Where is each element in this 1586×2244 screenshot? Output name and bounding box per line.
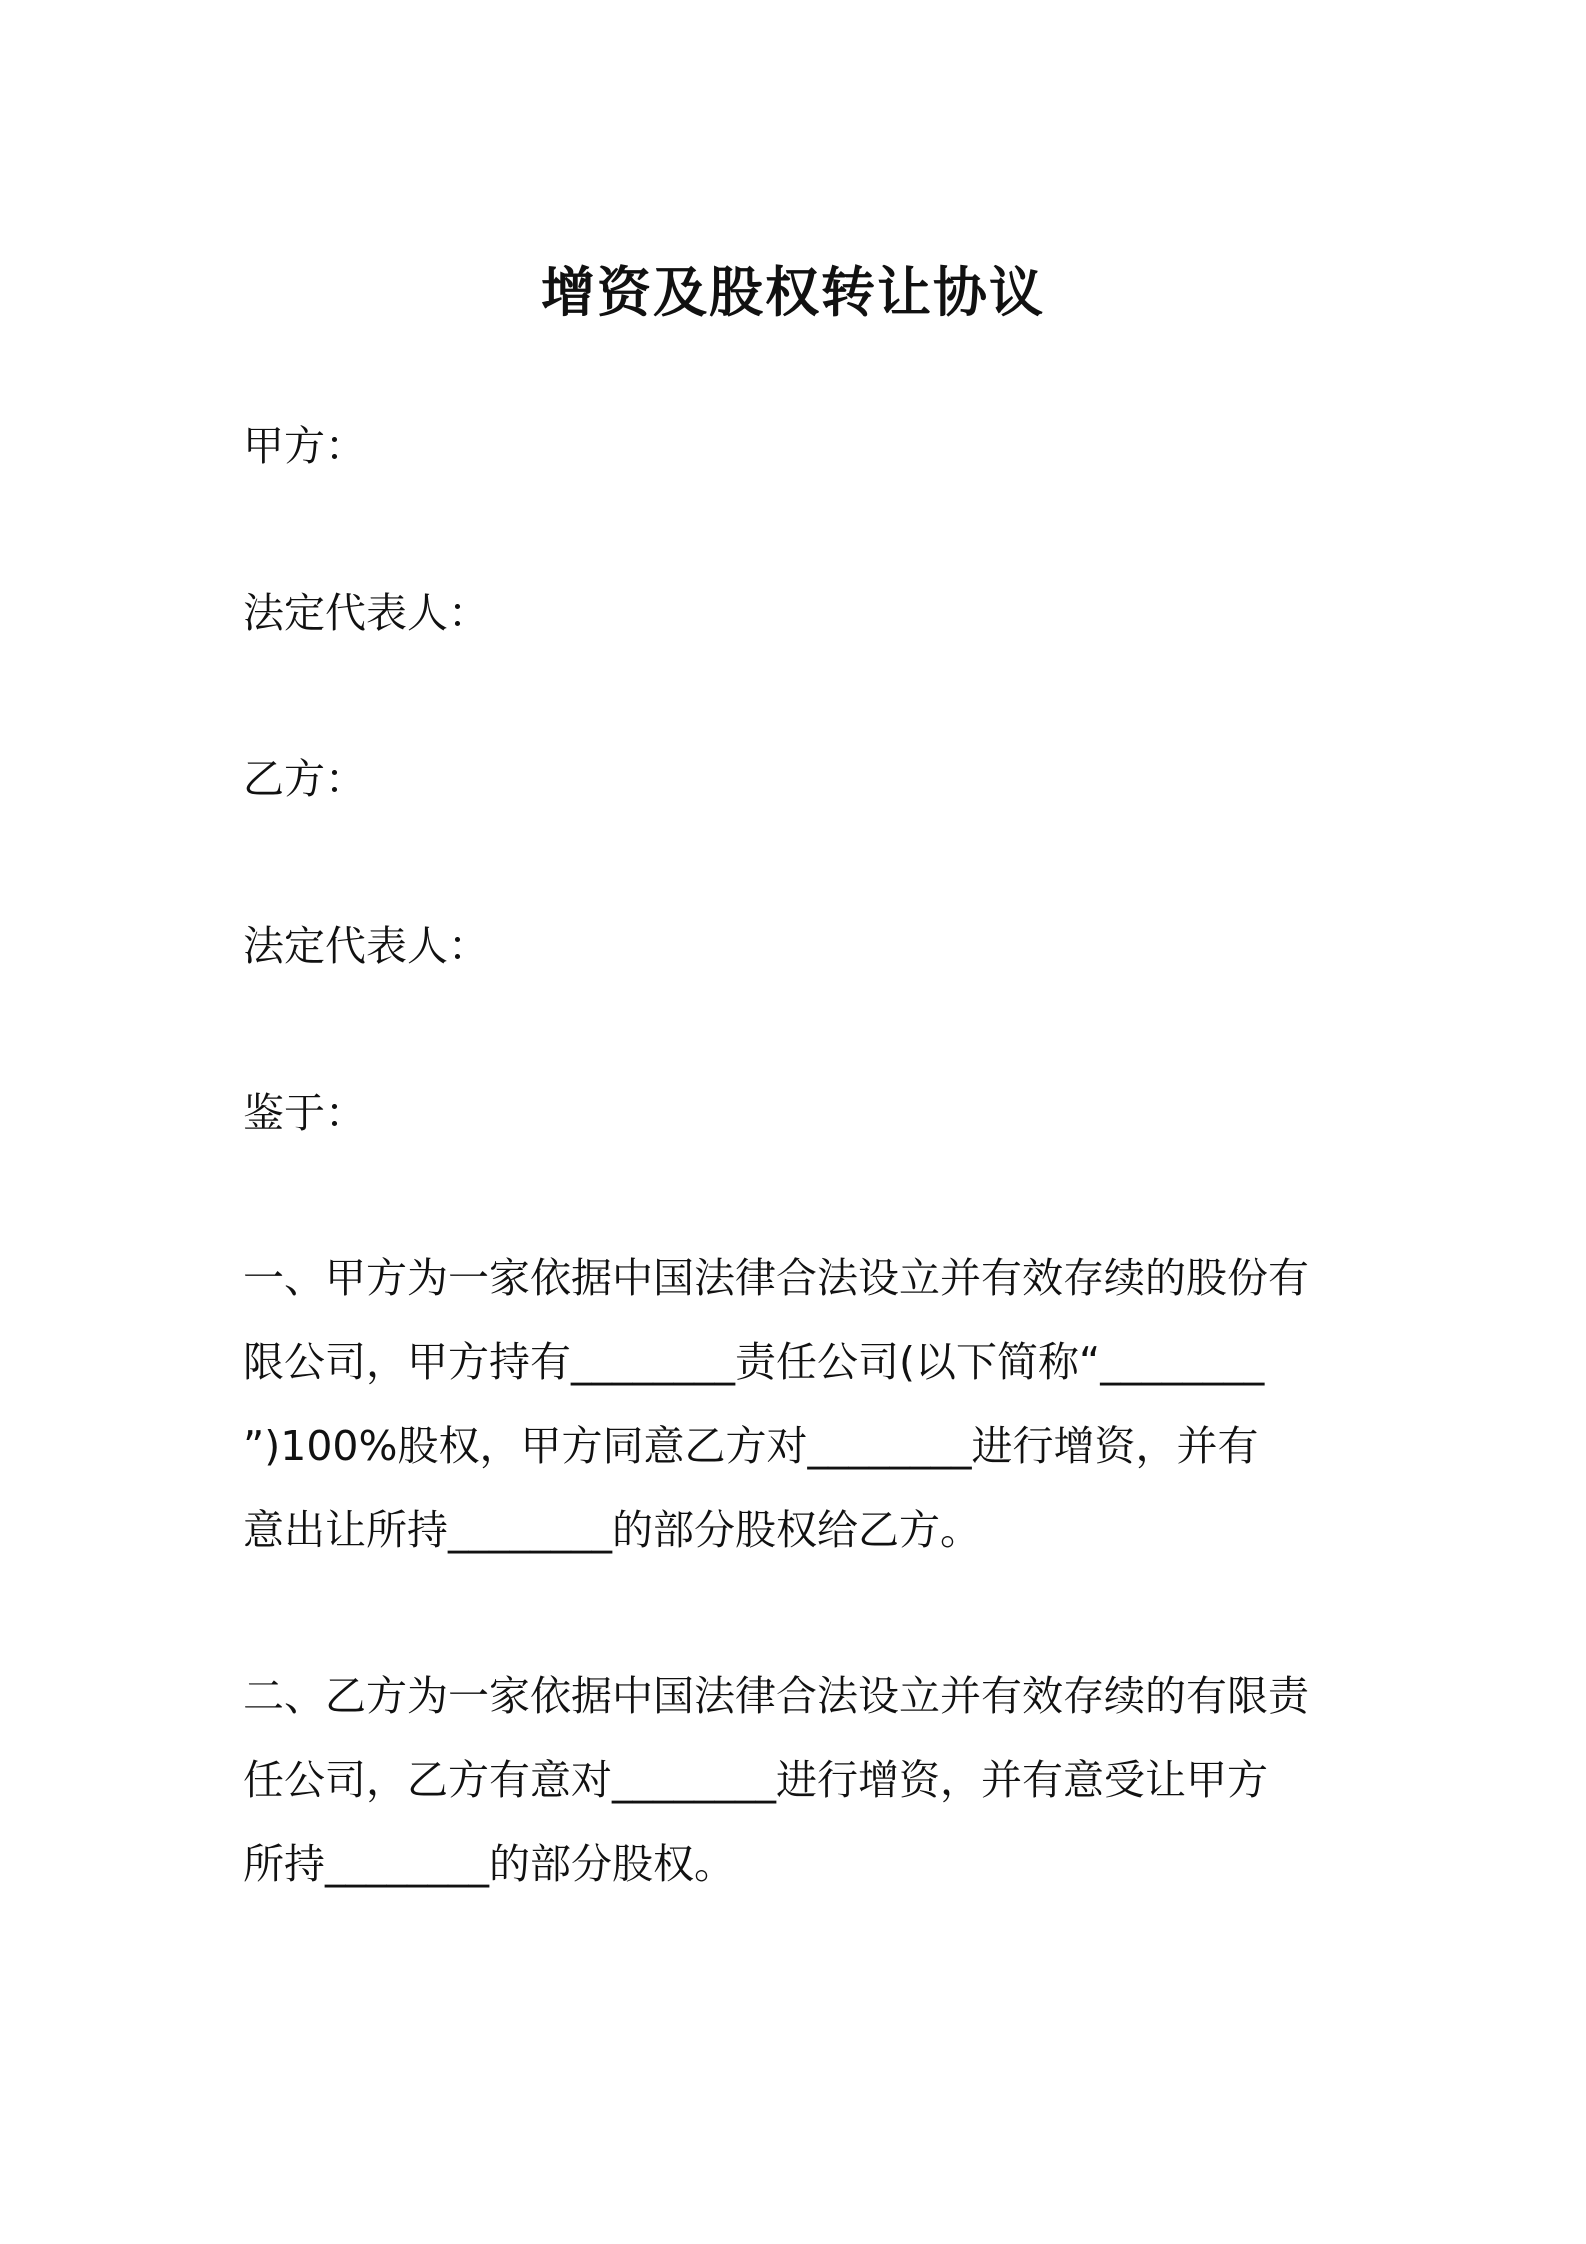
document-title: 增资及股权转让协议: [541, 261, 1045, 324]
party-a-legal-representative-label: 法定代表人：: [243, 589, 489, 637]
whereas-label: 鉴于：: [243, 1089, 366, 1137]
party-b-label: 乙方：: [243, 755, 366, 803]
clause-1-line: 一、甲方为一家依据中国法律合法设立并有效存续的股份有: [243, 1254, 1309, 1302]
clause-2-line: 二、乙方为一家依据中国法律合法设立并有效存续的有限责: [243, 1672, 1309, 1720]
clause-1-line: ”)100%股权，甲方同意乙方对________进行增资，并有: [243, 1422, 1259, 1470]
clause-1-line: 意出让所持________的部分股权给乙方。: [243, 1506, 981, 1554]
clause-2-paragraph: [243, 1654, 1363, 1906]
party-b-legal-representative-label: 法定代表人：: [243, 922, 489, 970]
clause-1-paragraph: [243, 1236, 1363, 1572]
clause-2-line: 任公司，乙方有意对________进行增资，并有意受让甲方: [243, 1756, 1268, 1804]
party-a-label: 甲方：: [243, 422, 366, 470]
clause-1-line: 限公司，甲方持有________责任公司(以下简称“________: [243, 1338, 1265, 1386]
clause-2-line: 所持________的部分股权。: [243, 1840, 735, 1888]
